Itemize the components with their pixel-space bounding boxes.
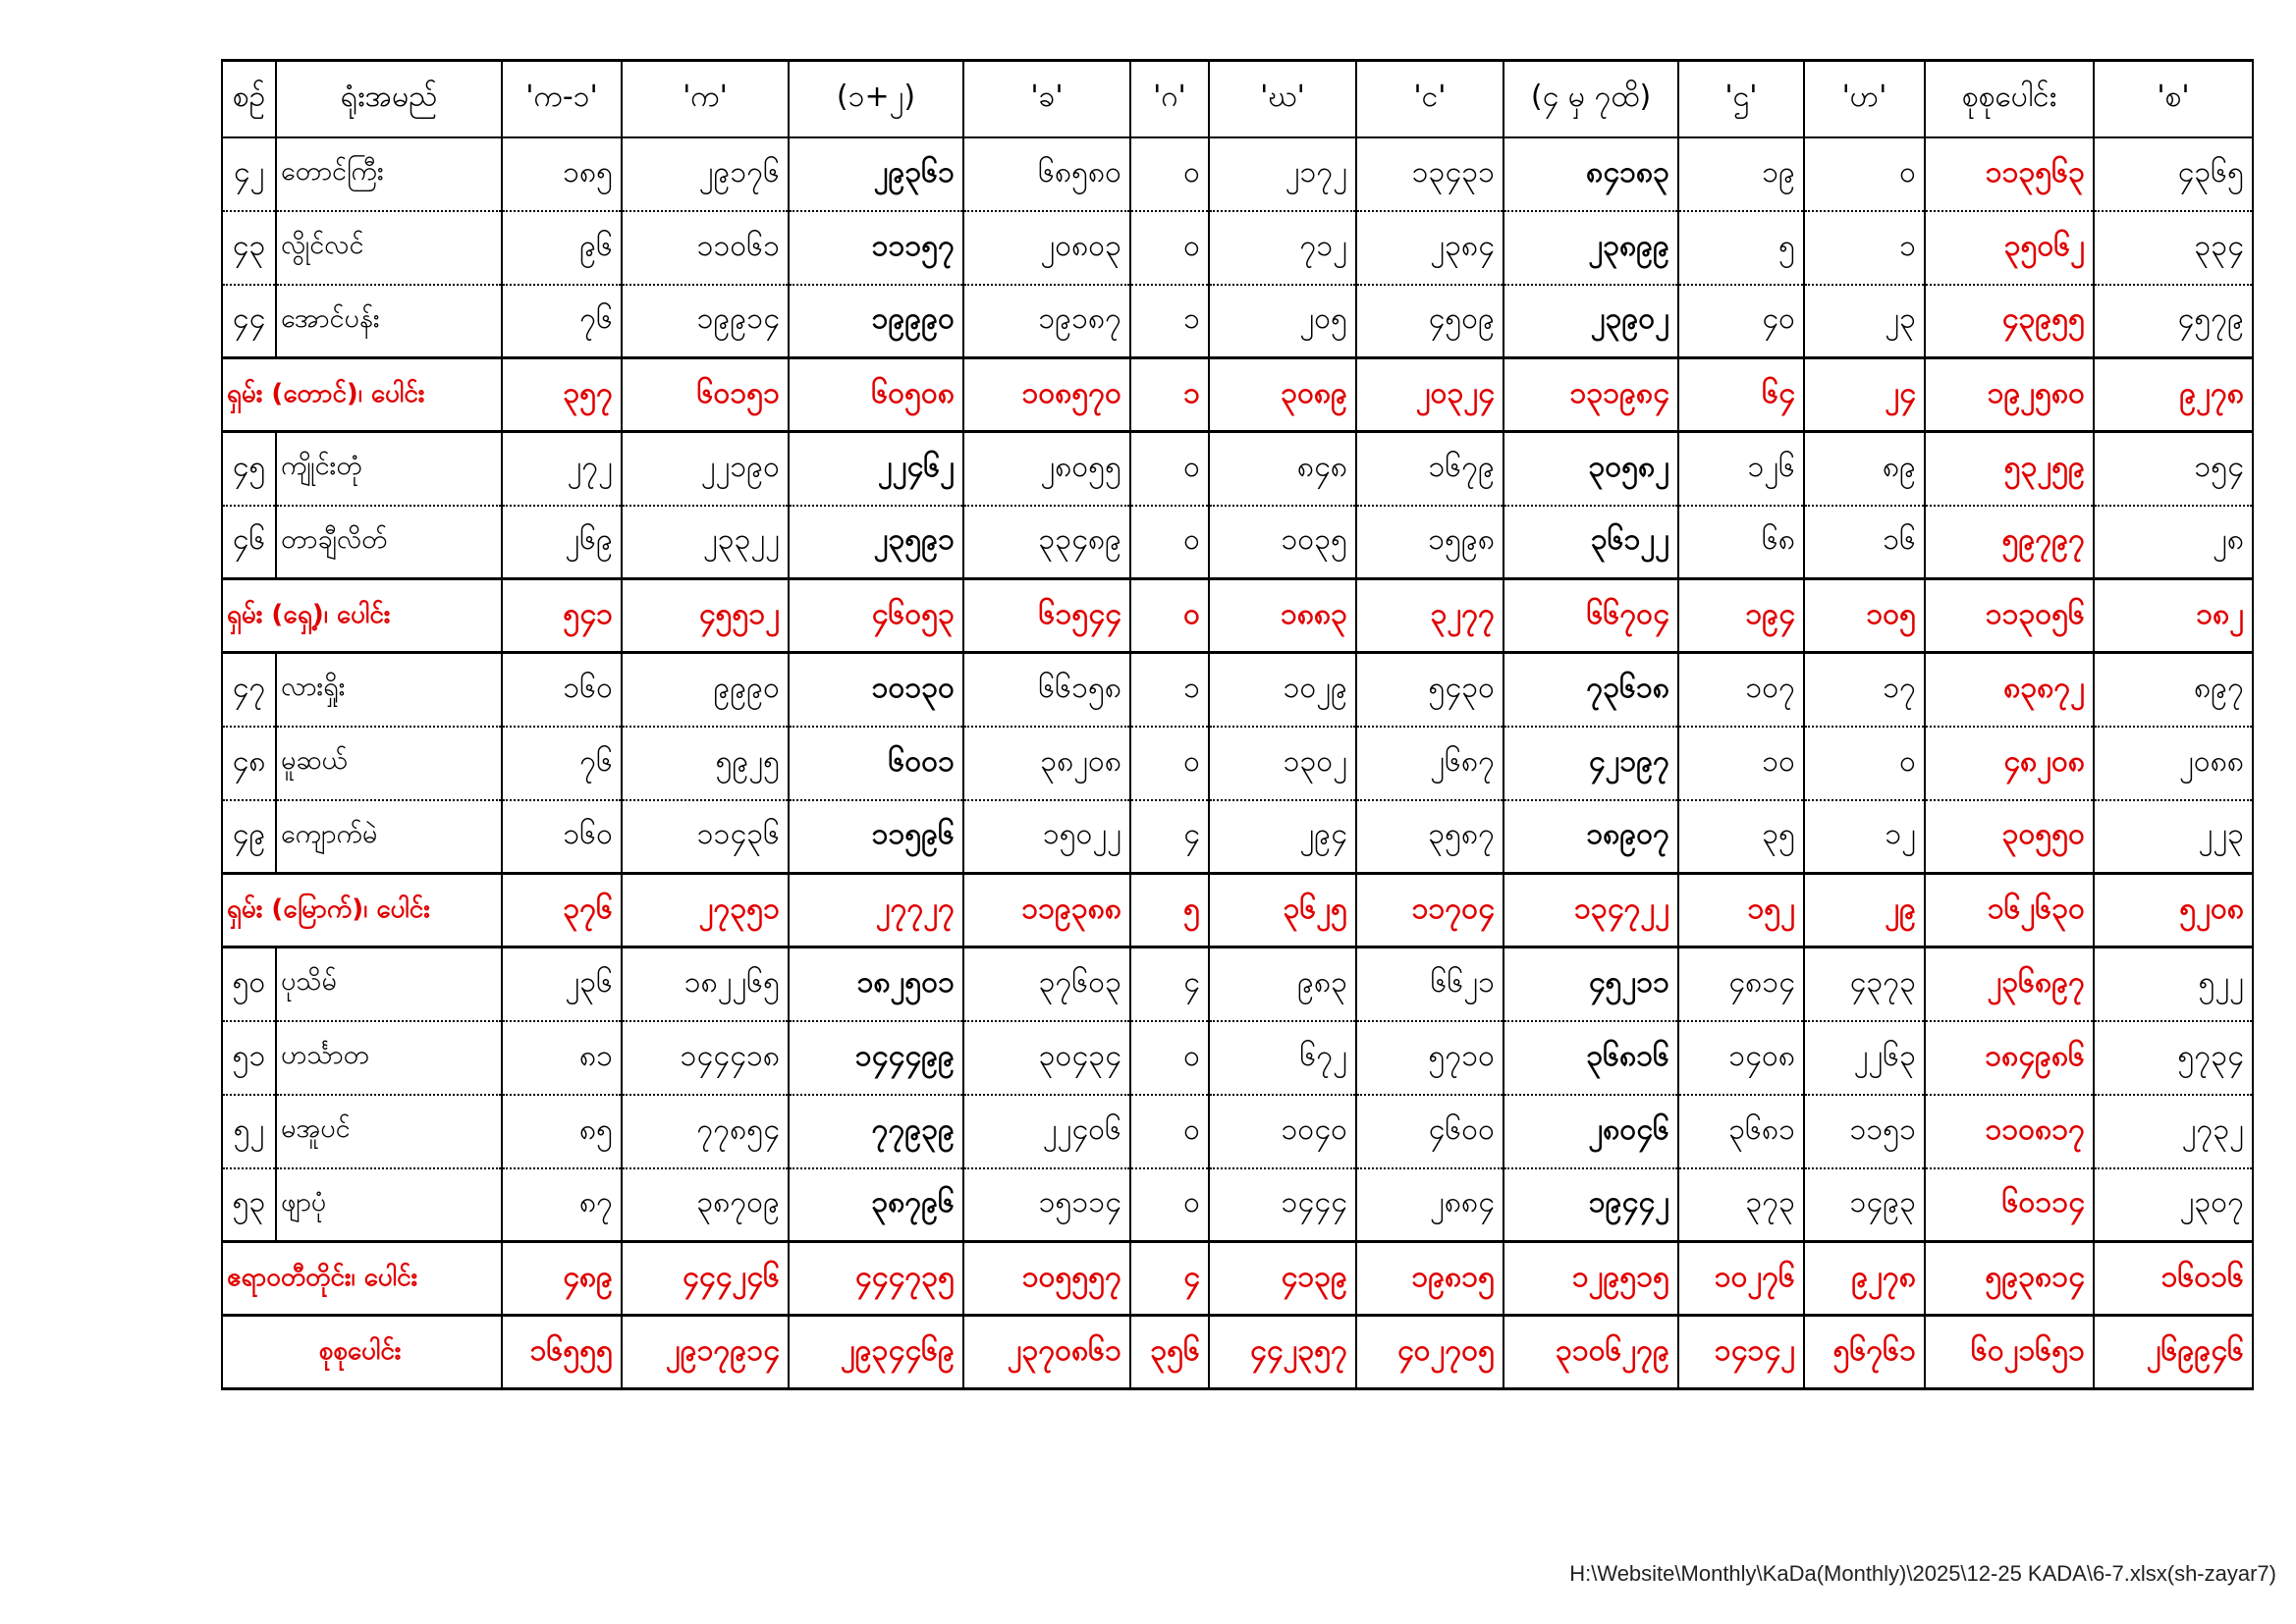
- value-cell: ၂၉၁၇၉၁၄: [622, 1316, 789, 1389]
- value-cell: ၄၅၅၁၂: [622, 579, 789, 653]
- value-cell: ၁၅၁၁၄: [963, 1168, 1130, 1242]
- value-cell: ၁၆၂၆၃၀: [1925, 874, 2094, 947]
- value-cell: ၁၆၀: [502, 800, 622, 874]
- value-cell: ၃၅၈၇: [1356, 800, 1503, 874]
- value-cell: ၁၆: [1804, 506, 1925, 579]
- value-cell: ၂၃၀၇: [2094, 1168, 2253, 1242]
- value-cell: ၅၇၁၀: [1356, 1021, 1503, 1095]
- value-cell: ၂၃၆: [502, 947, 622, 1021]
- value-cell: ၃၆၁၂၂: [1503, 506, 1678, 579]
- value-cell: ၃၆၂၅: [1209, 874, 1356, 947]
- col-sa-header: 'စ': [2094, 61, 2253, 137]
- value-cell: ၆၈: [1678, 506, 1804, 579]
- value-cell: ၃၀၈၉: [1209, 358, 1356, 432]
- value-cell: ၄: [1130, 1242, 1209, 1316]
- serial-cell: ၄၈: [222, 727, 276, 800]
- value-cell: ၂၂၄၀၆: [963, 1095, 1130, 1168]
- col-kha-header: 'ခ': [963, 61, 1130, 137]
- value-cell: ၉၈၃: [1209, 947, 1356, 1021]
- value-cell: ၂၈၀၄၆: [1503, 1095, 1678, 1168]
- value-cell: ၄၄၄၂၄၆: [622, 1242, 789, 1316]
- value-cell: ၂၃၈၉၉: [1503, 211, 1678, 285]
- value-cell: ၅၉၂၅: [622, 727, 789, 800]
- value-cell: ၁၅၉၈: [1356, 506, 1503, 579]
- value-cell: ၃၅၇: [502, 358, 622, 432]
- office-name-cell: တာချီလိတ်: [276, 506, 502, 579]
- value-cell: ၈၉: [1804, 432, 1925, 506]
- value-cell: ၄၃၉၅၅: [1925, 285, 2094, 358]
- value-cell: ၂၇၃၅၁: [622, 874, 789, 947]
- value-cell: ၁၁၀၈၁၇: [1925, 1095, 2094, 1168]
- value-cell: ၅: [1130, 874, 1209, 947]
- table-row: [222, 800, 2253, 874]
- value-cell: ၄: [1130, 947, 1209, 1021]
- value-cell: ၂၃၇၀၈၆၁: [963, 1316, 1130, 1389]
- value-cell: ၃၈၇၉၆: [789, 1168, 963, 1242]
- value-cell: ၄၄၂၃၅၇: [1209, 1316, 1356, 1389]
- value-cell: ၁: [1130, 285, 1209, 358]
- value-cell: ၃၇၆: [502, 874, 622, 947]
- value-cell: ၄၅၇၉: [2094, 285, 2253, 358]
- col-total-header: စုစုပေါင်း: [1925, 61, 2094, 137]
- value-cell: ၇၁၂: [1209, 211, 1356, 285]
- table-row: [222, 653, 2253, 727]
- subtotal-row: [222, 579, 2253, 653]
- value-cell: ၀: [1804, 727, 1925, 800]
- value-cell: ၁၉၉၉၀: [789, 285, 963, 358]
- subtotal-label: ရှမ်း (ရှေ့)၊ ပေါင်း: [222, 579, 502, 653]
- serial-cell: ၅၀: [222, 947, 276, 1021]
- value-cell: ၆၀၅၀၈: [789, 358, 963, 432]
- serial-cell: ၄၂: [222, 137, 276, 211]
- value-cell: ၆၆၁၅၈: [963, 653, 1130, 727]
- value-cell: ၆၀၁၅၁: [622, 358, 789, 432]
- value-cell: ၇၇၉၃၉: [789, 1095, 963, 1168]
- value-cell: ၂၆၈၇: [1356, 727, 1503, 800]
- value-cell: ၀: [1130, 579, 1209, 653]
- value-cell: ၄၈၁၄: [1678, 947, 1804, 1021]
- grand-total-row: [222, 1316, 2253, 1389]
- value-cell: ၁၈၉၀၇: [1503, 800, 1678, 874]
- value-cell: ၁၃၄၇၂၂: [1503, 874, 1678, 947]
- value-cell: ၃၂၇၇: [1356, 579, 1503, 653]
- serial-cell: ၄၃: [222, 211, 276, 285]
- value-cell: ၅၉၃၈၁၄: [1925, 1242, 2094, 1316]
- value-cell: ၂၇၃၂: [2094, 1095, 2253, 1168]
- col-1plus2-header: (၁+၂): [789, 61, 963, 137]
- value-cell: ၀: [1130, 211, 1209, 285]
- value-cell: ၁၁၀၆၁: [622, 211, 789, 285]
- value-cell: ၈၄၁၈၃: [1503, 137, 1678, 211]
- value-cell: ၆၀၂၁၆၅၁: [1925, 1316, 2094, 1389]
- value-cell: ၁၄၄၄: [1209, 1168, 1356, 1242]
- col-4to7-header: (၄ မှ ၇ထိ): [1503, 61, 1678, 137]
- serial-cell: ၄၅: [222, 432, 276, 506]
- value-cell: ၂၃၈၄: [1356, 211, 1503, 285]
- value-cell: ၂၂၃: [2094, 800, 2253, 874]
- col-nga-header: 'င': [1356, 61, 1503, 137]
- col-ttha-header: 'ဌ': [1678, 61, 1804, 137]
- table-row: [222, 432, 2253, 506]
- value-cell: ၁၁၉၃၈၈: [963, 874, 1130, 947]
- value-cell: ၄၀: [1678, 285, 1804, 358]
- table-row: [222, 1021, 2253, 1095]
- value-cell: ၁၆၀၁၆: [2094, 1242, 2253, 1316]
- value-cell: ၂၇၇၂၇: [789, 874, 963, 947]
- value-cell: ၃၅၀၆၂: [1925, 211, 2094, 285]
- value-cell: ၁၀၈၅၇၀: [963, 358, 1130, 432]
- value-cell: ၁၄၀၈: [1678, 1021, 1804, 1095]
- value-cell: ၈၃၈၇၂: [1925, 653, 2094, 727]
- value-cell: ၄၂၁၉၇: [1503, 727, 1678, 800]
- value-cell: ၁၁၁၅၇: [789, 211, 963, 285]
- value-cell: ၃၅: [1678, 800, 1804, 874]
- table-row: [222, 727, 2253, 800]
- value-cell: ၅၂၂: [2094, 947, 2253, 1021]
- col-serial-header: စဉ်: [222, 61, 276, 137]
- subtotal-row: [222, 874, 2253, 947]
- value-cell: ၂၆၉၉၄၆: [2094, 1316, 2253, 1389]
- value-cell: ၁၂၆: [1678, 432, 1804, 506]
- value-cell: ၃၆၈၁၆: [1503, 1021, 1678, 1095]
- value-cell: ၁၁၅၉၆: [789, 800, 963, 874]
- col-ha-header: 'ဟ': [1804, 61, 1925, 137]
- value-cell: ၁: [1130, 653, 1209, 727]
- value-cell: ၁၉၉၁၄: [622, 285, 789, 358]
- table-row: [222, 1168, 2253, 1242]
- value-cell: ၃၇၃: [1678, 1168, 1804, 1242]
- value-cell: ၁၆၀: [502, 653, 622, 727]
- value-cell: ၂၂၁၉၀: [622, 432, 789, 506]
- value-cell: ၁၄၉၃: [1804, 1168, 1925, 1242]
- office-name-cell: လွိုင်လင်: [276, 211, 502, 285]
- value-cell: ၈၉၇: [2094, 653, 2253, 727]
- value-cell: ၅၃၂၅၉: [1925, 432, 2094, 506]
- value-cell: ၂၀၈၀၃: [963, 211, 1130, 285]
- value-cell: ၁၉၄၄၂: [1503, 1168, 1678, 1242]
- value-cell: ၉၉၉၀: [622, 653, 789, 727]
- table-row: [222, 947, 2253, 1021]
- serial-cell: ၄၆: [222, 506, 276, 579]
- value-cell: ၂၃၅၉၁: [789, 506, 963, 579]
- serial-cell: ၅၂: [222, 1095, 276, 1168]
- subtotal-row: [222, 358, 2253, 432]
- value-cell: ၁၀၂၇၆: [1678, 1242, 1804, 1316]
- value-cell: ၄၅၂၁၁: [1503, 947, 1678, 1021]
- value-cell: ၂၉: [1804, 874, 1925, 947]
- value-cell: ၃၈၂၀၈: [963, 727, 1130, 800]
- col-office-name-header: ရုံးအမည်: [276, 61, 502, 137]
- value-cell: ၁၃၄၃၁: [1356, 137, 1503, 211]
- value-cell: ၁၀၇: [1678, 653, 1804, 727]
- value-cell: ၂၂၆၃: [1804, 1021, 1925, 1095]
- value-cell: ၆၇၂: [1209, 1021, 1356, 1095]
- value-cell: ၄၀၂၇၀၅: [1356, 1316, 1503, 1389]
- value-cell: ၂၈၈၄: [1356, 1168, 1503, 1242]
- table-row: [222, 1095, 2253, 1168]
- subtotal-label: ဧရာဝတီတိုင်း၊ ပေါင်း: [222, 1242, 502, 1316]
- value-cell: ၃၁၀၆၂၇၉: [1503, 1316, 1678, 1389]
- value-cell: ၁၀: [1678, 727, 1804, 800]
- value-cell: ၈၁: [502, 1021, 622, 1095]
- value-cell: ၃၆၈၁: [1678, 1095, 1804, 1168]
- subtotal-label: ရှမ်း (မြောက်)၊ ပေါင်း: [222, 874, 502, 947]
- value-cell: ၅: [1678, 211, 1804, 285]
- value-cell: ၃၃၄၈၉: [963, 506, 1130, 579]
- value-cell: ၄၆၀၀: [1356, 1095, 1503, 1168]
- value-cell: ၁၅၀၂၂: [963, 800, 1130, 874]
- office-name-cell: မူဆယ်: [276, 727, 502, 800]
- subtotal-row: [222, 1242, 2253, 1316]
- office-name-cell: တောင်ကြီး: [276, 137, 502, 211]
- value-cell: ၁၉၄: [1678, 579, 1804, 653]
- value-cell: ၃၇၆၀၃: [963, 947, 1130, 1021]
- value-cell: ၂၃: [1804, 285, 1925, 358]
- value-cell: ၄၅၀၉: [1356, 285, 1503, 358]
- value-cell: ၁၅၄: [2094, 432, 2253, 506]
- value-cell: ၁၉၈၁၅: [1356, 1242, 1503, 1316]
- value-cell: ၂၁၇၂: [1209, 137, 1356, 211]
- office-name-cell: အောင်ပန်း: [276, 285, 502, 358]
- value-cell: ၁၈၂: [2094, 579, 2253, 653]
- value-cell: ၁၄၄၄၉၉: [789, 1021, 963, 1095]
- value-cell: ၁၇: [1804, 653, 1925, 727]
- value-cell: ၁၁၃၅၆၃: [1925, 137, 2094, 211]
- office-name-cell: ဟင်္သာတ: [276, 1021, 502, 1095]
- value-cell: ၆၁၅၄၄: [963, 579, 1130, 653]
- value-cell: ၀: [1130, 506, 1209, 579]
- value-cell: ၂၆၉: [502, 506, 622, 579]
- value-cell: ၈၅: [502, 1095, 622, 1168]
- value-cell: ၂၂၄၆၂: [789, 432, 963, 506]
- value-cell: ၉၆: [502, 211, 622, 285]
- value-cell: ၁၀၃၅: [1209, 506, 1356, 579]
- value-cell: ၂၉၁၇၆: [622, 137, 789, 211]
- value-cell: ၁၈၂၅၀၁: [789, 947, 963, 1021]
- value-cell: ၅၉၇၉၇: [1925, 506, 2094, 579]
- value-cell: ၆၄: [1678, 358, 1804, 432]
- value-cell: ၁၉၁၈၇: [963, 285, 1130, 358]
- value-cell: ၅၂၀၈: [2094, 874, 2253, 947]
- col-ka-header: 'က': [622, 61, 789, 137]
- value-cell: ၉၂၇၈: [1804, 1242, 1925, 1316]
- office-name-cell: မအူပင်: [276, 1095, 502, 1168]
- value-cell: ၁၀၁၃၀: [789, 653, 963, 727]
- value-cell: ၁၂: [1804, 800, 1925, 874]
- value-cell: ၂၄: [1804, 358, 1925, 432]
- value-cell: ၉၂၇၈: [2094, 358, 2253, 432]
- value-cell: ၁၈၂၂၆၅: [622, 947, 789, 1021]
- serial-cell: ၅၃: [222, 1168, 276, 1242]
- value-cell: ၅၆၇၆၁: [1804, 1316, 1925, 1389]
- value-cell: ၁၉၂၅၈၀: [1925, 358, 2094, 432]
- value-cell: ၇၆: [502, 727, 622, 800]
- value-cell: ၂၃၃၂၂: [622, 506, 789, 579]
- value-cell: ၂၈: [2094, 506, 2253, 579]
- value-cell: ၈၇: [502, 1168, 622, 1242]
- value-cell: ၃၀၅၈၂: [1503, 432, 1678, 506]
- value-cell: ၇၃၆၁၈: [1503, 653, 1678, 727]
- table-row: [222, 211, 2253, 285]
- value-cell: ၁: [1130, 358, 1209, 432]
- value-cell: ၂၉၄: [1209, 800, 1356, 874]
- value-cell: ၂၀၈၈: [2094, 727, 2253, 800]
- value-cell: ၇၆: [502, 285, 622, 358]
- value-cell: ၆၆၇၀၄: [1503, 579, 1678, 653]
- value-cell: ၁၁၃၀၅၆: [1925, 579, 2094, 653]
- value-cell: ၀: [1130, 432, 1209, 506]
- serial-cell: ၄၉: [222, 800, 276, 874]
- value-cell: ၄၁၃၉: [1209, 1242, 1356, 1316]
- value-cell: ၁၆၅၅၅: [502, 1316, 622, 1389]
- value-cell: ၂၉၃၄၄၆၉: [789, 1316, 963, 1389]
- value-cell: ၆၆၂၁: [1356, 947, 1503, 1021]
- value-cell: ၄၆၀၅၃: [789, 579, 963, 653]
- office-summary-table: [221, 59, 2254, 1390]
- value-cell: ၁၈၄၉၈၆: [1925, 1021, 2094, 1095]
- value-cell: ၁၀၅၅၅၇: [963, 1242, 1130, 1316]
- col-gha-header: 'ဃ': [1209, 61, 1356, 137]
- value-cell: ၁၀၄၀: [1209, 1095, 1356, 1168]
- value-cell: ၁၃၁၉၈၄: [1503, 358, 1678, 432]
- value-cell: ၁၈၈၃: [1209, 579, 1356, 653]
- value-cell: ၄၃၇၃: [1804, 947, 1925, 1021]
- value-cell: ၆၀၀၁: [789, 727, 963, 800]
- value-cell: ၆၀၁၁၄: [1925, 1168, 2094, 1242]
- value-cell: ၆၈၅၈၀: [963, 137, 1130, 211]
- value-cell: ၀: [1130, 1168, 1209, 1242]
- value-cell: ၁၄၄၄၁၈: [622, 1021, 789, 1095]
- value-cell: ၄: [1130, 800, 1209, 874]
- serial-cell: ၄၇: [222, 653, 276, 727]
- value-cell: ၁၅၂: [1678, 874, 1804, 947]
- value-cell: ၀: [1804, 137, 1925, 211]
- office-name-cell: ကျောက်မဲ: [276, 800, 502, 874]
- value-cell: ၂၇၂: [502, 432, 622, 506]
- value-cell: ၀: [1130, 1021, 1209, 1095]
- value-cell: ၅၄၁: [502, 579, 622, 653]
- value-cell: ၃၈၇၀၉: [622, 1168, 789, 1242]
- value-cell: ၁၆၇၉: [1356, 432, 1503, 506]
- value-cell: ၃၃၄: [2094, 211, 2253, 285]
- value-cell: ၁၀၂၉: [1209, 653, 1356, 727]
- office-name-cell: ပုသိမ်: [276, 947, 502, 1021]
- value-cell: ၁၈၅: [502, 137, 622, 211]
- office-name-cell: ဖျာပုံ: [276, 1168, 502, 1242]
- header-row: [222, 61, 2253, 137]
- table-row: [222, 137, 2253, 211]
- value-cell: ၂၀၅: [1209, 285, 1356, 358]
- value-cell: ၁၄၁၄၂: [1678, 1316, 1804, 1389]
- value-cell: ၄၄၄၇၃၅: [789, 1242, 963, 1316]
- value-cell: ၅၄၃၀: [1356, 653, 1503, 727]
- value-cell: ၁၁၇၀၄: [1356, 874, 1503, 947]
- table-row: [222, 285, 2253, 358]
- value-cell: ၃၀၄၃၄: [963, 1021, 1130, 1095]
- value-cell: ၁၉: [1678, 137, 1804, 211]
- value-cell: ၁၂၉၅၁၅: [1503, 1242, 1678, 1316]
- value-cell: ၀: [1130, 727, 1209, 800]
- value-cell: ၄၈၂၀၈: [1925, 727, 2094, 800]
- value-cell: ၀: [1130, 1095, 1209, 1168]
- value-cell: ၂၃၆၈၉၇: [1925, 947, 2094, 1021]
- office-name-cell: လားရှိုး: [276, 653, 502, 727]
- serial-cell: ၄၄: [222, 285, 276, 358]
- subtotal-label: ရှမ်း (တောင်)၊ ပေါင်း: [222, 358, 502, 432]
- value-cell: ၀: [1130, 137, 1209, 211]
- value-cell: ၄၈၉: [502, 1242, 622, 1316]
- value-cell: ၂၈၀၅၅: [963, 432, 1130, 506]
- value-cell: ၄၃၆၅: [2094, 137, 2253, 211]
- value-cell: ၇၇၈၅၄: [622, 1095, 789, 1168]
- value-cell: ၂၃၉၀၂: [1503, 285, 1678, 358]
- col-ka1-header: 'က-၁': [502, 61, 622, 137]
- value-cell: ၅၇၃၄: [2094, 1021, 2253, 1095]
- value-cell: ၁: [1804, 211, 1925, 285]
- value-cell: ၃၀၅၅၀: [1925, 800, 2094, 874]
- serial-cell: ၅၁: [222, 1021, 276, 1095]
- value-cell: ၁၁၄၃၆: [622, 800, 789, 874]
- grand-total-label: စုစုပေါင်း: [222, 1316, 502, 1389]
- value-cell: ၁၁၅၁: [1804, 1095, 1925, 1168]
- table-row: [222, 506, 2253, 579]
- office-name-cell: ကျိုင်းတုံ: [276, 432, 502, 506]
- col-ga-header: 'ဂ': [1130, 61, 1209, 137]
- value-cell: ၃၅၆: [1130, 1316, 1209, 1389]
- value-cell: ၂၀၃၂၄: [1356, 358, 1503, 432]
- file-path-footer: H:\Website\Monthly\KaDa(Monthly)\2025\12-25 KADA\6-7.xlsx(sh-zayar7): [1569, 1561, 2276, 1586]
- value-cell: ၈၄၈: [1209, 432, 1356, 506]
- value-cell: ၁၃၀၂: [1209, 727, 1356, 800]
- value-cell: ၂၉၃၆၁: [789, 137, 963, 211]
- value-cell: ၁၀၅: [1804, 579, 1925, 653]
